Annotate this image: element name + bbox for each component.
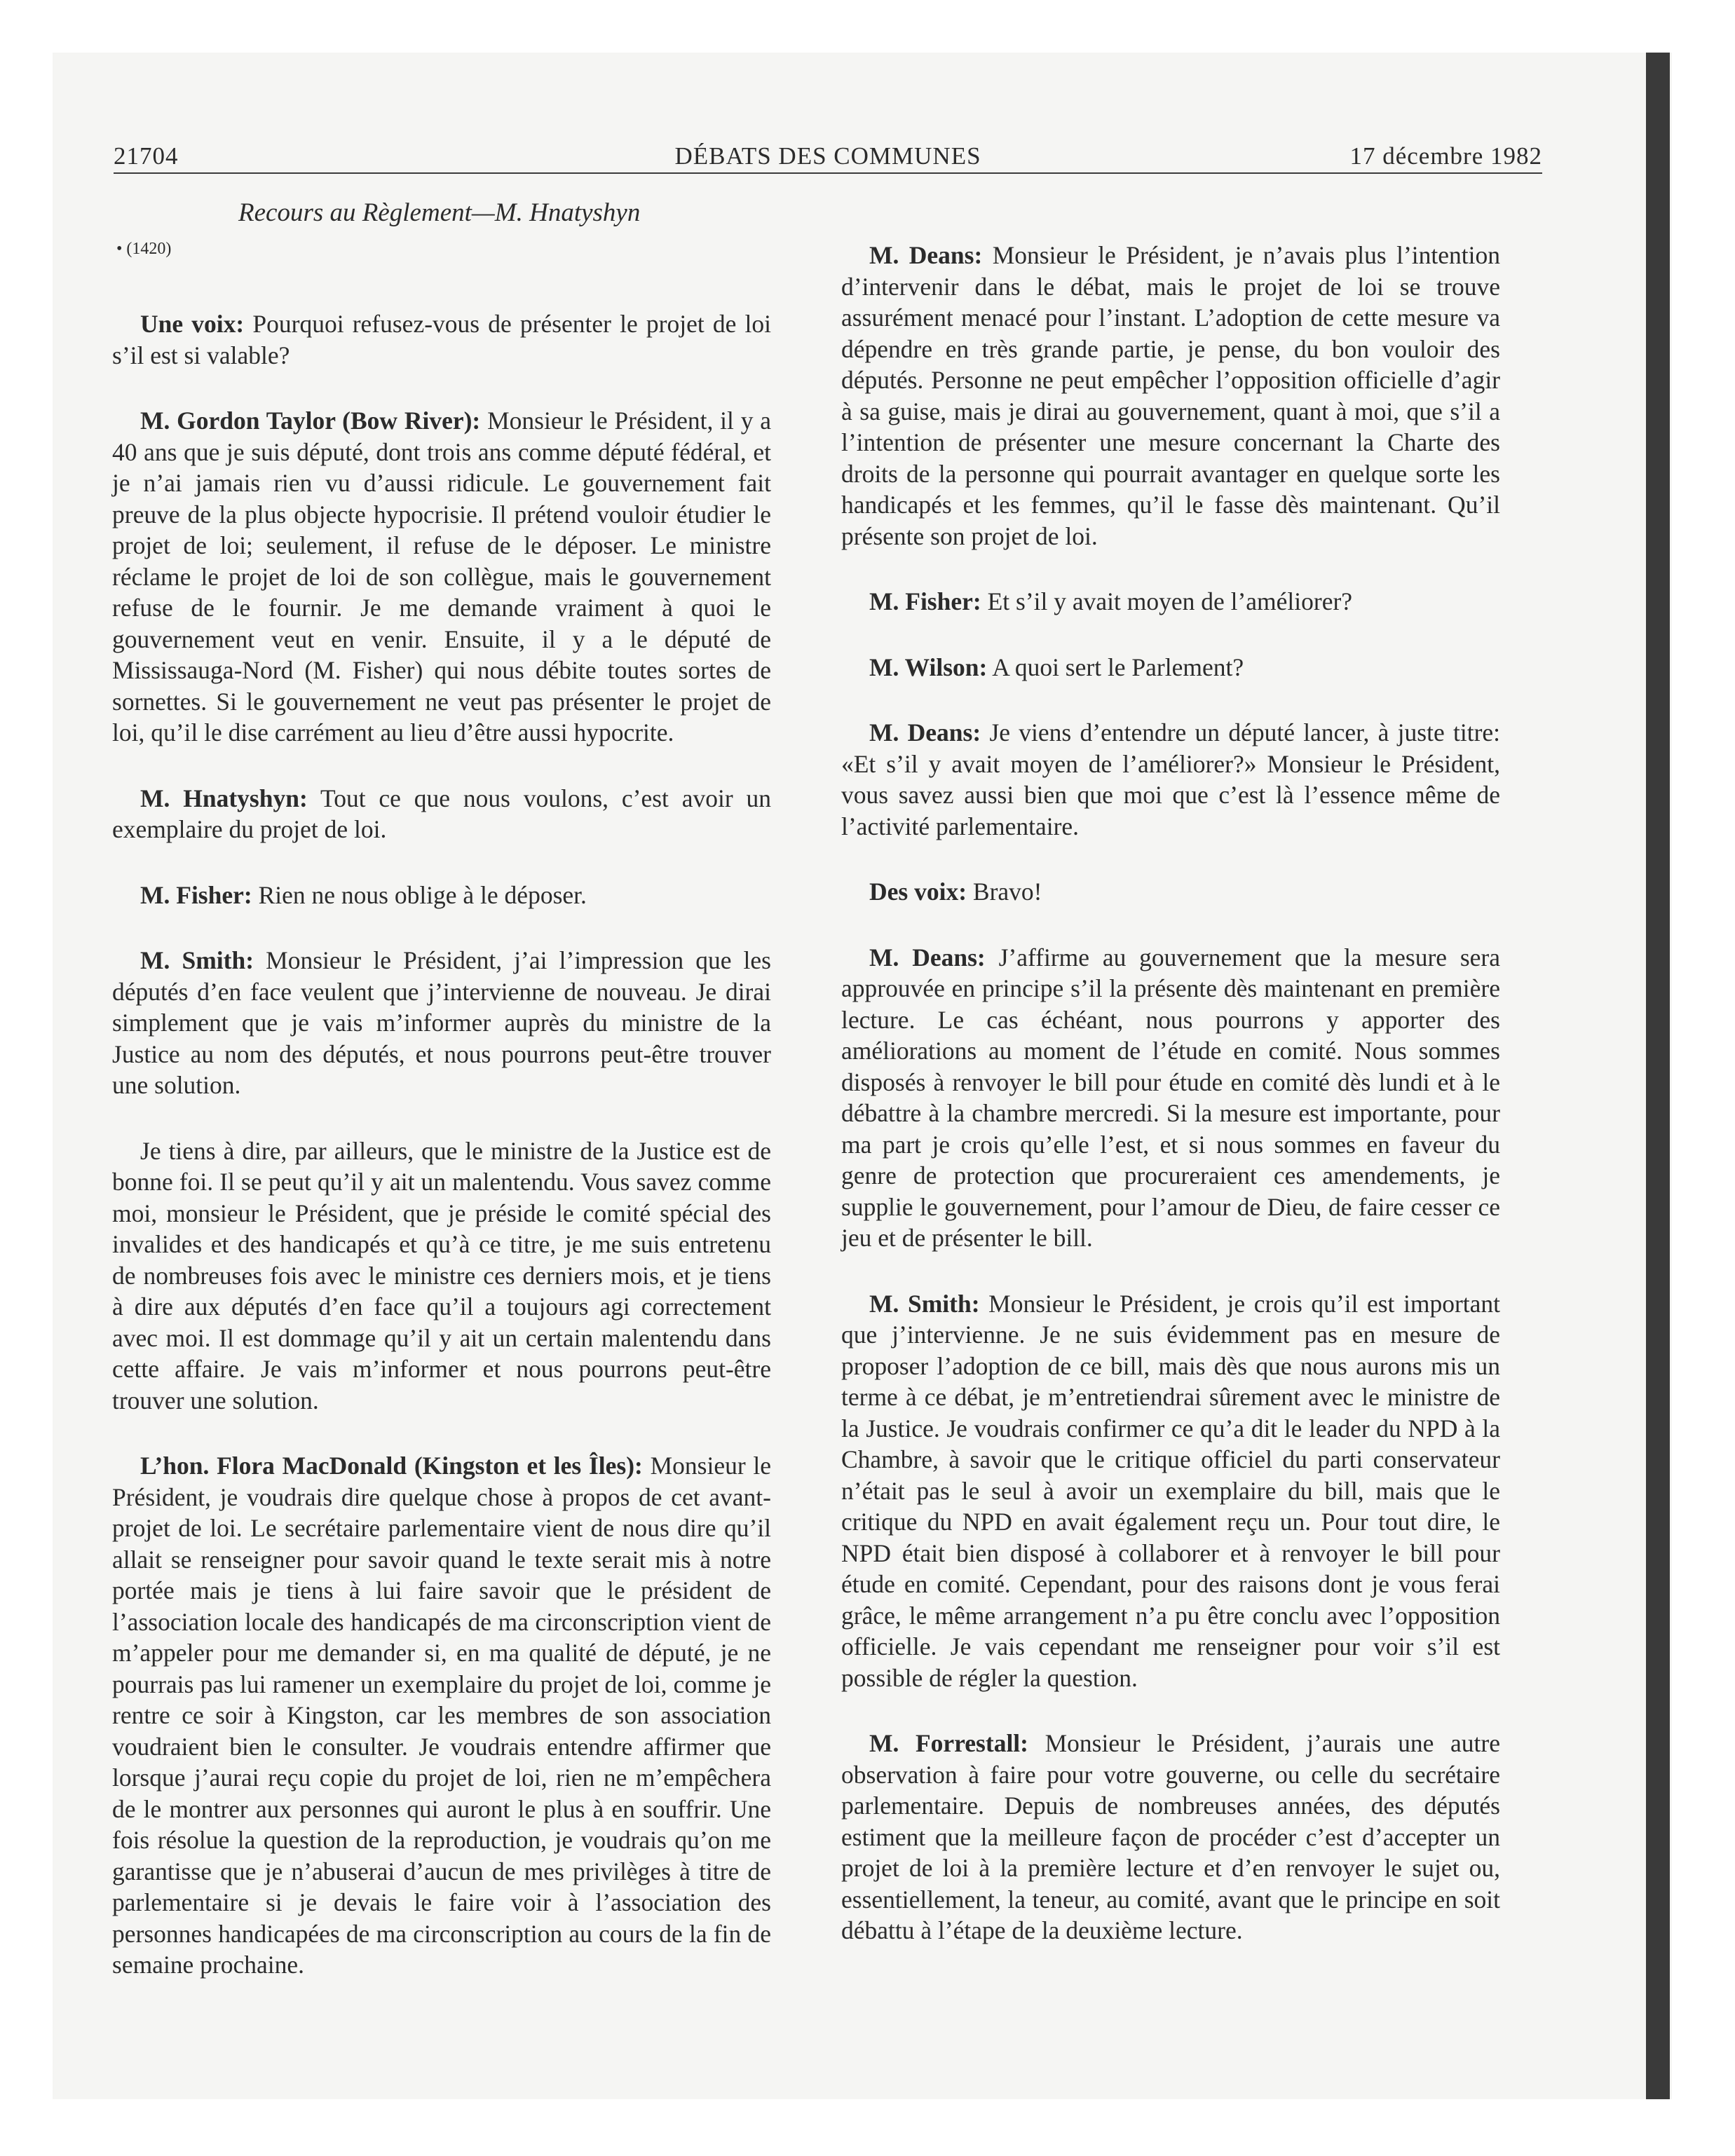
speech-paragraph	[841, 717, 1500, 842]
speech-text: Je viens d’entendre un député lancer, à juste titre: «Et s’il y avait moyen de l’améliorer?» Monsieur le Président, vous savez aussi bien que moi que c’est là l’essence même de l’activité parlementaire.	[841, 718, 1501, 840]
speech-paragraph	[112, 783, 771, 845]
speech-text: Monsieur le Président, j’ai l’impression que les députés d’en face veulent que j’intervienne de nouveau. Je dirai simplement que je vais m’informer auprès du ministre de la Justice au nom des députés, et nous pourrons peut-être trouver une solution.	[112, 946, 771, 1099]
speech-text: A quoi sert le Parlement?	[992, 653, 1244, 681]
speech-paragraph	[112, 945, 771, 1101]
speech-paragraph	[841, 652, 1500, 683]
speaker-name: M. Smith:	[140, 946, 254, 974]
speech-text: Monsieur le Président, je n’avais plus l’intention d’intervenir dans le débat, mais le projet de loi se trouve assurément menacé pour l’instant. L’adoption de cette mesure va dépendre en très grande partie, je pense, du bon vouloir des députés. Personne ne peut empêcher l’opposition officielle d’agir à sa guise, mais je dirai au gouvernement, quant à moi, que s’il a l’intention de présenter une mesure concernant la Charte des droits de la personne qui pourrait avantager en quelque sorte les handicapés et les femmes, qu’il le fasse dès maintenant. Qu’il présente son projet de loi.	[841, 241, 1501, 550]
speech-paragraph	[841, 240, 1500, 552]
speaker-name: M. Smith:	[869, 1289, 980, 1318]
speech-paragraph	[841, 1288, 1500, 1694]
speaker-name: M. Fisher:	[140, 880, 252, 909]
speech-text: Monsieur le Président, je voudrais dire quelque chose à propos de cet avant-projet de loi. Le secrétaire parlementaire vient de nous dire qu’il allait se renseigner pour savoir quand le texte serait mis à notre portée mais je tiens à lui faire savoir que le président de l’association locale des handicapés de ma circonscription vient de m’appeler pour me demander si, en ma qualité de député, je ne pourrais pas lui ramener un exemplaire du projet de loi, comme je rentre ce soir à Kingston, car les membres de son association voudraient bien le consulter. Je voudrais entendre affirmer que lorsque j’aurai reçu copie du projet de loi, rien ne m’empêchera de le montrer aux personnes qui auront le plus à en souffrir. Une fois résolue la question de la reproduction, je voudrais qu’on me garantisse que je n’abuserai d’aucun de mes privilèges à titre de parlementaire si je devais le faire voir à l’association des personnes handicapées de ma circonscription au cours de la fin de semaine prochaine.	[112, 1452, 771, 1979]
speaker-name: Une voix:	[140, 310, 245, 338]
speech-text: Et s’il y avait moyen de l’améliorer?	[987, 587, 1353, 615]
speech-paragraph	[112, 1450, 771, 1981]
speaker-name: M. Deans:	[869, 718, 981, 746]
speech-paragraph	[841, 1728, 1500, 1946]
speaker-name: M. Wilson:	[869, 653, 988, 681]
running-head: Recours au Règlement—M. Hnatyshyn	[238, 198, 641, 227]
speech-paragraph	[112, 880, 771, 911]
speech-paragraph	[841, 942, 1500, 1254]
speech-text: Je tiens à dire, par ailleurs, que le ministre de la Justice est de bonne foi. Il se peut qu’il y ait un malentendu. Vous savez comme moi, monsieur le Président, que je préside le comité spécial des invalides et des handicapés et qu’à ce titre, je me suis entretenu de nombreuses fois avec le ministre ces derniers mois, et je tiens à dire aux députés d’en face qu’il a toujours agi correctement avec moi. Il est dommage qu’il y ait un certain malentendu dans cette affaire. Je vais m’informer et nous pourrons peut-être trouver une solution.	[112, 1136, 771, 1414]
speaker-name: Des voix:	[869, 878, 967, 906]
speaker-name: M. Deans:	[869, 241, 983, 269]
speech-text: Bravo!	[972, 878, 1042, 906]
time-marker: • (1420)	[116, 240, 172, 258]
speech-paragraph	[112, 1135, 771, 1417]
speech-text: Tout ce que nous voulons, c’est avoir un exemplaire du projet de loi.	[112, 784, 772, 843]
speech-text: J’affirme au gouvernement que la mesure sera approuvée en principe s’il la présente dès maintenant en première lecture. Le cas échéant, nous pourrons y apporter des améliorations au moment de l’étude en comité. Nous sommes disposés à renvoyer le bill pour étude en comité dès lundi et à le débattre à la chambre mercredi. Si la mesure est importante, pour ma part je crois qu’elle l’est, et si nous sommes en faveur du genre de protection que procureraient ces amendements, je supplie le gouvernement, pour l’amour de Dieu, de faire cesser ce jeu et de présenter le bill.	[841, 943, 1501, 1252]
speaker-name: M. Gordon Taylor (Bow River):	[140, 407, 481, 435]
speech-paragraph	[112, 308, 771, 371]
speech-paragraph	[112, 405, 771, 749]
page-number: 21704	[114, 142, 179, 170]
right-column	[841, 240, 1500, 1981]
speech-paragraph	[841, 586, 1500, 618]
speaker-name: L’hon. Flora MacDonald (Kingston et les Îles):	[140, 1452, 643, 1480]
speaker-name: M. Fisher:	[869, 587, 981, 615]
speaker-name: M. Forrestall:	[869, 1729, 1028, 1757]
speech-text: Monsieur le Président, j’aurais une autre observation à faire pour votre gouverne, ou celle du secrétaire parlementaire. Depuis de nombreuses années, des députés estiment que la meilleure façon de procéder c’est d’accepter un projet de loi à la première lecture et d’en renvoyer le sujet ou, essentiellement, la teneur, au comité, avant que le principe en soit débattu à l’étape de la deuxième lecture.	[841, 1729, 1500, 1944]
publication-date: 17 décembre 1982	[1349, 142, 1542, 170]
speaker-name: M. Hnatyshyn:	[140, 784, 308, 812]
speech-paragraph	[841, 876, 1500, 908]
publication-title: DÉBATS DES COMMUNES	[674, 142, 981, 170]
speaker-name: M. Deans:	[869, 943, 986, 971]
speech-text: Monsieur le Président, je crois qu’il est important que j’intervienne. Je ne suis évidemment pas en mesure de proposer l’adoption de ce bill, mais dès que nous aurons mis un terme à ce débat, je m’entretiendrai sûrement avec le ministre de la Justice. Je voudrais confirmer ce qu’a dit le leader du NPD à la Chambre, à savoir que le critique officiel du parti conservateur n’était pas le seul à avoir un exemplaire du bill, mais que le critique du NPD en avait également reçu un. Pour tout dire, le NPD était bien disposé à collaborer et à renvoyer le bill pour étude en comité. Cependant, pour des raisons dont je vous ferai grâce, le même arrangement n’a pu être conclu avec l’opposition officielle. Je vais cependant me renseigner pour voir s’il est possible de régler la question.	[841, 1289, 1501, 1692]
speech-text: Rien ne nous oblige à le déposer.	[258, 880, 587, 909]
scan-edge-shadow	[1646, 53, 1670, 2099]
left-column	[112, 308, 771, 2015]
page-header	[114, 140, 1542, 174]
speech-text: Monsieur le Président, il y a 40 ans que je suis député, dont trois ans comme député fédéral, et je n’ai jamais rien vu d’aussi ridicule. Le gouvernement fait preuve de la plus objecte hypocrisie. Il prétend vouloir étudier le projet de loi; seulement, il refuse de le déposer. Le ministre réclame le projet de loi de son collègue, mais le gouvernement refuse de le fournir. Je me demande vraiment à quoi le gouvernement veut en venir. Ensuite, il y a le député de Mississauga-Nord (M. Fisher) qui nous débite toutes sortes de sornettes. Si le gouvernement ne veut pas présenter le projet de loi, qu’il le dise carrément au lieu d’être aussi hypocrite.	[112, 407, 772, 746]
speech-text: Pourquoi refusez-vous de présenter le projet de loi s’il est si valable?	[112, 310, 771, 369]
